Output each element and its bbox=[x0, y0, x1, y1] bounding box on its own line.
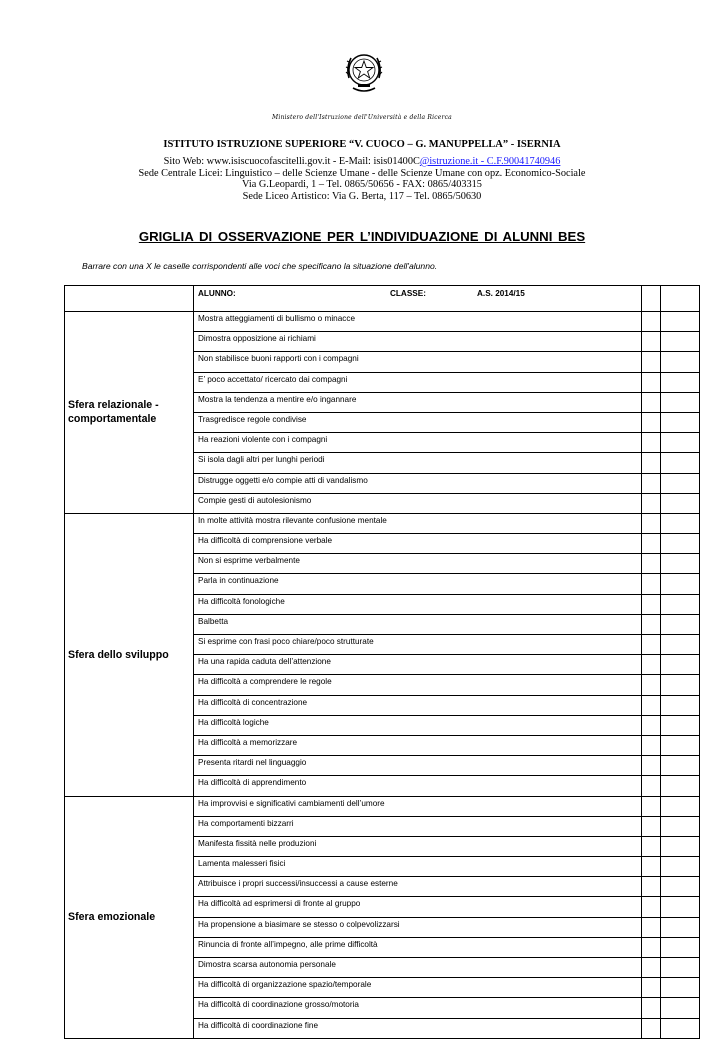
behavior-item: Ha propensione a biasimare se stesso o colpevolizzarsi bbox=[194, 917, 642, 937]
behavior-item: Ha una rapida caduta dell’attenzione bbox=[194, 655, 642, 675]
contact-web-email: Sito Web: www.isiscuocofascitelli.gov.it - E-Mail: isis01400C bbox=[163, 156, 420, 167]
class-label: CLASSE: bbox=[390, 289, 426, 298]
spacer-cell bbox=[642, 776, 661, 796]
checkbox-cell[interactable] bbox=[661, 655, 700, 675]
spacer-cell bbox=[642, 836, 661, 856]
spacer-cell bbox=[642, 412, 661, 432]
spacer-cell bbox=[642, 958, 661, 978]
spacer-cell bbox=[642, 493, 661, 513]
checkbox-cell[interactable] bbox=[661, 917, 700, 937]
student-label: ALUNNO: bbox=[198, 289, 236, 298]
section-label: Sfera relazionale - bbox=[68, 399, 159, 412]
behavior-item: Mostra atteggiamenti di bullismo o minacce bbox=[194, 312, 642, 332]
header-info-cell bbox=[194, 286, 642, 312]
spacer-cell bbox=[642, 513, 661, 533]
behavior-item: Parla in continuazione bbox=[194, 574, 642, 594]
checkbox-cell[interactable] bbox=[661, 372, 700, 392]
checkbox-cell[interactable] bbox=[661, 877, 700, 897]
behavior-item: Dimostra opposizione ai richiami bbox=[194, 332, 642, 352]
section-label-cell bbox=[65, 312, 194, 514]
checkbox-cell[interactable] bbox=[661, 958, 700, 978]
checkbox-cell[interactable] bbox=[661, 574, 700, 594]
behavior-item: In molte attività mostra rilevante confusione mentale bbox=[194, 513, 642, 533]
spacer-cell bbox=[642, 655, 661, 675]
spacer-cell bbox=[642, 735, 661, 755]
observation-grid bbox=[64, 285, 700, 1039]
behavior-item: Mostra la tendenza a mentire e/o ingannare bbox=[194, 392, 642, 412]
checkbox-cell[interactable] bbox=[661, 312, 700, 332]
checkbox-cell[interactable] bbox=[661, 635, 700, 655]
behavior-item: Ha difficoltà di concentrazione bbox=[194, 695, 642, 715]
contact-line-address: Via G.Leopardi, 1 – Tel. 0865/50656 - FAX: 0865/403315 bbox=[242, 179, 482, 191]
spacer-cell bbox=[642, 534, 661, 554]
checkbox-cell[interactable] bbox=[661, 735, 700, 755]
checkbox-cell[interactable] bbox=[661, 796, 700, 816]
behavior-item: Non si esprime verbalmente bbox=[194, 554, 642, 574]
header-empty-cell bbox=[65, 286, 194, 312]
spacer-cell bbox=[642, 796, 661, 816]
behavior-item: Non stabilisce buoni rapporti con i compagni bbox=[194, 352, 642, 372]
checkbox-cell[interactable] bbox=[661, 937, 700, 957]
checkbox-cell[interactable] bbox=[661, 554, 700, 574]
checkbox-cell[interactable] bbox=[661, 776, 700, 796]
behavior-item: Presenta ritardi nel linguaggio bbox=[194, 756, 642, 776]
spacer-cell bbox=[642, 453, 661, 473]
contact-line-sede-centrale: Sede Centrale Licei: Linguistico – delle Scienze Umane - delle Scienze Umane con opz. Economico-Sociale bbox=[138, 167, 586, 179]
checkbox-cell[interactable] bbox=[661, 614, 700, 634]
spacer-cell bbox=[642, 877, 661, 897]
checkbox-cell[interactable] bbox=[661, 695, 700, 715]
behavior-item: Si isola dagli altri per lunghi periodi bbox=[194, 453, 642, 473]
contact-line-web bbox=[0, 156, 724, 168]
checkbox-cell[interactable] bbox=[661, 836, 700, 856]
document-title: GRIGLIA DI OSSERVAZIONE PER L’INDIVIDUAZIONE DI ALUNNI BES bbox=[138, 229, 586, 244]
checkbox-cell[interactable] bbox=[661, 816, 700, 836]
behavior-item: Ha difficoltà fonologiche bbox=[194, 594, 642, 614]
spacer-cell bbox=[642, 312, 661, 332]
checkbox-cell[interactable] bbox=[661, 453, 700, 473]
spacer-cell bbox=[642, 635, 661, 655]
spacer-cell bbox=[642, 392, 661, 412]
spacer-cell bbox=[642, 332, 661, 352]
checkbox-cell[interactable] bbox=[661, 857, 700, 877]
behavior-item: Ha comportamenti bizzarri bbox=[194, 816, 642, 836]
behavior-item: Compie gesti di autolesionismo bbox=[194, 493, 642, 513]
behavior-item: Balbetta bbox=[194, 614, 642, 634]
section-label: Sfera emozionale bbox=[68, 911, 156, 924]
behavior-item: Ha difficoltà di coordinazione fine bbox=[194, 1018, 642, 1038]
table-row bbox=[65, 796, 700, 816]
behavior-item: Dimostra scarsa autonomia personale bbox=[194, 958, 642, 978]
checkbox-cell[interactable] bbox=[661, 392, 700, 412]
table-row bbox=[65, 312, 700, 332]
checkbox-cell[interactable] bbox=[661, 675, 700, 695]
italian-republic-emblem-icon bbox=[343, 48, 385, 96]
ministry-name: Ministero dell'Istruzione dell'Università e della Ricerca bbox=[272, 114, 452, 121]
checkbox-cell[interactable] bbox=[661, 897, 700, 917]
behavior-item: Manifesta fissità nelle produzioni bbox=[194, 836, 642, 856]
behavior-item: Ha difficoltà di comprensione verbale bbox=[194, 534, 642, 554]
checkbox-cell[interactable] bbox=[661, 594, 700, 614]
behavior-item: Ha difficoltà di organizzazione spazio/temporale bbox=[194, 978, 642, 998]
school-year-label: A.S. 2014/15 bbox=[477, 289, 525, 298]
spacer-cell bbox=[642, 352, 661, 372]
spacer-cell bbox=[642, 594, 661, 614]
institute-name: ISTITUTO ISTRUZIONE SUPERIORE “V. CUOCO – G. MANUPPELLA” - ISERNIA bbox=[163, 139, 561, 150]
checkbox-cell[interactable] bbox=[661, 493, 700, 513]
behavior-item: Si esprime con frasi poco chiare/poco strutturate bbox=[194, 635, 642, 655]
spacer-cell bbox=[642, 1018, 661, 1038]
checkbox-cell[interactable] bbox=[661, 756, 700, 776]
checkbox-cell[interactable] bbox=[661, 534, 700, 554]
behavior-item: Ha difficoltà di apprendimento bbox=[194, 776, 642, 796]
checkbox-cell[interactable] bbox=[661, 473, 700, 493]
behavior-item: Ha difficoltà a memorizzare bbox=[194, 735, 642, 755]
checkbox-cell[interactable] bbox=[661, 513, 700, 533]
checkbox-cell[interactable] bbox=[661, 978, 700, 998]
instructions-text: Barrare con una X le caselle corrispondenti alle voci che specificano la situazione dell'alunno. bbox=[82, 261, 438, 271]
checkbox-cell[interactable] bbox=[661, 715, 700, 735]
grid-header-row bbox=[65, 286, 700, 312]
behavior-item: Ha improvvisi e significativi cambiamenti dell’umore bbox=[194, 796, 642, 816]
spacer-cell bbox=[642, 937, 661, 957]
behavior-item: Rinuncia di fronte all’impegno, alle prime difficoltà bbox=[194, 937, 642, 957]
spacer-cell bbox=[642, 715, 661, 735]
behavior-item: Trasgredisce regole condivise bbox=[194, 412, 642, 432]
spacer-cell bbox=[642, 756, 661, 776]
behavior-item: Attribuisce i propri successi/insuccessi a cause esterne bbox=[194, 877, 642, 897]
spacer-cell bbox=[642, 695, 661, 715]
section-label-cell bbox=[65, 513, 194, 796]
behavior-item: Ha difficoltà logiche bbox=[194, 715, 642, 735]
section-label-continued: comportamentale bbox=[68, 413, 157, 426]
spacer-cell bbox=[642, 897, 661, 917]
spacer-cell bbox=[642, 372, 661, 392]
checkbox-cell[interactable] bbox=[661, 412, 700, 432]
checkbox-cell[interactable] bbox=[661, 332, 700, 352]
spacer-cell bbox=[642, 917, 661, 937]
spacer-cell bbox=[642, 554, 661, 574]
spacer-cell bbox=[642, 574, 661, 594]
spacer-cell bbox=[642, 473, 661, 493]
section-label: Sfera dello sviluppo bbox=[68, 648, 169, 661]
contact-block bbox=[0, 156, 724, 202]
checkbox-cell[interactable] bbox=[661, 998, 700, 1018]
checkbox-cell[interactable] bbox=[661, 352, 700, 372]
table-row bbox=[65, 513, 700, 533]
spacer-cell bbox=[642, 978, 661, 998]
behavior-item: Ha difficoltà a comprendere le regole bbox=[194, 675, 642, 695]
contact-line-liceo-artistico: Sede Liceo Artistico: Via G. Berta, 117 – Tel. 0865/50630 bbox=[242, 190, 482, 202]
behavior-item: E’ poco accettato/ ricercato dai compagni bbox=[194, 372, 642, 392]
checkbox-cell[interactable] bbox=[661, 1018, 700, 1038]
checkbox-cell[interactable] bbox=[661, 433, 700, 453]
header-check-cell bbox=[661, 286, 700, 312]
spacer-cell bbox=[642, 857, 661, 877]
spacer-cell bbox=[642, 998, 661, 1018]
behavior-item: Distrugge oggetti e/o compie atti di vandalismo bbox=[194, 473, 642, 493]
behavior-item: Ha difficoltà di coordinazione grosso/motoria bbox=[194, 998, 642, 1018]
spacer-cell bbox=[642, 816, 661, 836]
behavior-item: Ha difficoltà ad esprimersi di fronte al gruppo bbox=[194, 897, 642, 917]
section-label-cell bbox=[65, 796, 194, 1038]
email-link[interactable]: @istruzione.it - C.F.90041740946 bbox=[419, 156, 561, 167]
spacer-cell bbox=[642, 433, 661, 453]
behavior-item: Lamenta malesseri fisici bbox=[194, 857, 642, 877]
spacer-cell bbox=[642, 675, 661, 695]
behavior-item: Ha reazioni violente con i compagni bbox=[194, 433, 642, 453]
header-spacer-cell bbox=[642, 286, 661, 312]
spacer-cell bbox=[642, 614, 661, 634]
